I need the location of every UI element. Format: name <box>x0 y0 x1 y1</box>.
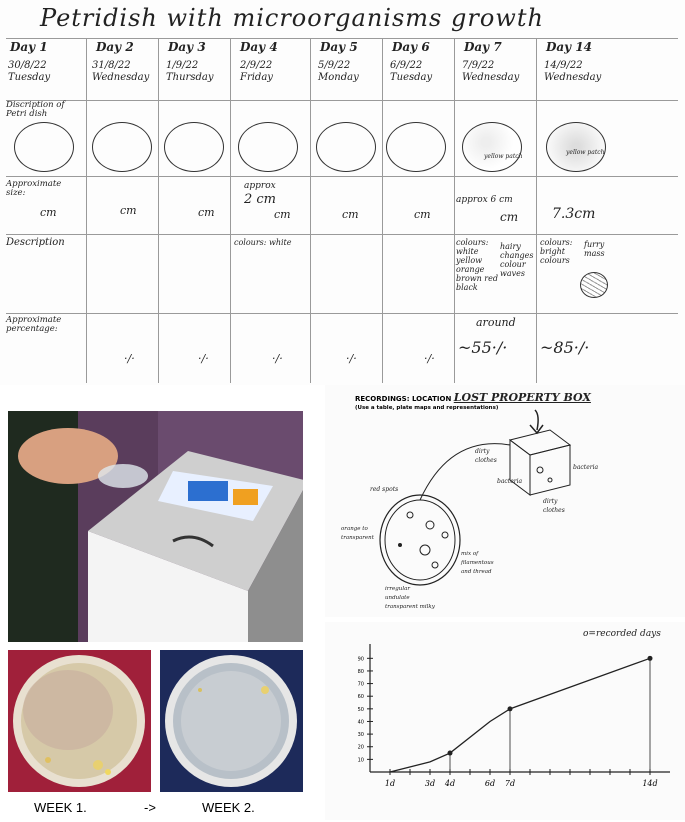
lost-property-box-photo <box>8 411 303 642</box>
size-value: cm <box>342 208 359 221</box>
day-date: 1/9/22 Thursday <box>166 60 214 83</box>
row-label-percentage: Approximate percentage: <box>6 315 62 334</box>
row-divider <box>6 234 678 235</box>
size-note: approx 6 cm <box>456 195 513 205</box>
furry-mass-drawing <box>580 272 608 298</box>
petri-dish-drawing <box>462 122 522 172</box>
percentage-value: ·/· <box>424 352 435 365</box>
size-value: cm <box>40 206 57 219</box>
row-label-dish: Discription of Petri dish <box>6 100 65 119</box>
chart-plot <box>325 622 685 820</box>
table-border <box>6 38 678 39</box>
size-note: 2 cm <box>244 192 277 207</box>
x-tick-label: 1d <box>384 779 396 788</box>
petri-dish-drawing <box>386 122 446 172</box>
y-tick-label: 30 <box>357 732 364 739</box>
page-title: Petridish with microorganisms growth <box>40 4 544 32</box>
x-tick-label: 14d <box>642 779 658 788</box>
petri-dish-drawing <box>92 122 152 172</box>
sketch-label: mix of filamentous and thread <box>461 551 494 575</box>
percentage-value: ·/· <box>272 352 283 365</box>
y-tick-label: 20 <box>357 744 364 751</box>
week1-label: WEEK 1. <box>34 800 87 815</box>
sketch-label: orange to transparent <box>341 526 374 541</box>
size-value: cm <box>274 208 291 221</box>
percentage-note: around <box>476 316 516 329</box>
y-tick-label: 40 <box>357 719 364 726</box>
day-date: 5/9/22 Monday <box>318 60 359 83</box>
day-date: 31/8/22 Wednesday <box>92 60 150 83</box>
petri-dish-drawing <box>546 122 606 172</box>
x-tick-label: 7d <box>504 779 516 788</box>
dish-annotation: yellow patch <box>484 153 523 160</box>
recorded-day-point <box>648 656 653 661</box>
recordings-sketch <box>325 385 685 617</box>
week2-label: WEEK 2. <box>202 800 255 815</box>
y-tick-label: 50 <box>357 706 364 713</box>
row-divider <box>6 100 678 101</box>
row-label-size: Approximate size: <box>6 179 62 198</box>
description-note: colours: bright colours <box>540 238 573 265</box>
day-header: Day 1 <box>10 40 48 54</box>
dish-annotation: yellow patch <box>566 149 605 156</box>
day-date: 6/9/22 Tuesday <box>390 60 433 83</box>
column-divider <box>454 38 455 383</box>
day-header: Day 4 <box>240 40 278 54</box>
percentage-value: ~85·/· <box>540 338 590 357</box>
description-note: colours: white yellow orange brown red black <box>456 238 498 292</box>
day-date: 2/9/22 Friday <box>240 60 273 83</box>
column-divider <box>230 38 231 383</box>
y-tick-label: 80 <box>357 668 364 675</box>
petri-dish-drawing <box>164 122 224 172</box>
y-tick-label: 70 <box>357 681 364 688</box>
x-tick-label: 3d <box>424 779 436 788</box>
y-tick-label: 60 <box>357 694 364 701</box>
x-tick-label: 4d <box>444 779 456 788</box>
row-label-description: Description <box>6 237 65 248</box>
column-divider <box>158 38 159 383</box>
day-header: Day 6 <box>392 40 430 54</box>
sketch-label: bacteria <box>497 478 523 485</box>
day-header: Day 7 <box>464 40 502 54</box>
row-divider <box>6 176 678 177</box>
description-note: furry mass <box>584 240 605 258</box>
day-header: Day 14 <box>546 40 593 54</box>
percentage-value: ·/· <box>198 352 209 365</box>
day-header: Day 3 <box>168 40 206 54</box>
row-divider <box>6 313 678 314</box>
percentage-value: ·/· <box>124 352 135 365</box>
size-note: approx <box>244 181 276 191</box>
percentage-value: ~55·/· <box>458 338 508 357</box>
sketch-label: dirty clothes <box>543 498 565 514</box>
description-note: hairy changes colour waves <box>500 242 534 278</box>
column-divider <box>86 38 87 383</box>
recorded-day-point <box>508 706 513 711</box>
size-value: cm <box>500 210 519 224</box>
percentage-value: ·/· <box>346 352 357 365</box>
chart-legend: o=recorded days <box>583 629 661 639</box>
recordings-subheading: (Use a table, plate maps and representations) <box>355 405 499 411</box>
sketch-label: bacteria <box>573 464 599 471</box>
day-header: Day 5 <box>320 40 358 54</box>
day-header: Day 2 <box>96 40 134 54</box>
column-divider <box>382 38 383 383</box>
sketch-drawing <box>325 385 685 617</box>
growth-line <box>390 658 650 772</box>
y-tick-label: 90 <box>357 656 364 663</box>
growth-chart <box>325 622 685 820</box>
size-value: cm <box>120 204 137 217</box>
column-divider <box>536 38 537 383</box>
sketch-label: dirty clothes <box>475 448 497 464</box>
observation-table <box>0 0 685 385</box>
petri-dish-drawing <box>238 122 298 172</box>
petri-dish-drawing <box>14 122 74 172</box>
size-value: 7.3cm <box>552 206 596 222</box>
arrow-label: -> <box>144 800 156 815</box>
size-value: cm <box>198 206 215 219</box>
week1-plate-photo <box>8 650 151 792</box>
y-tick-label: 10 <box>357 757 364 764</box>
column-divider <box>310 38 311 383</box>
day-date: 30/8/22 Tuesday <box>8 60 51 83</box>
recorded-day-point <box>448 751 453 756</box>
x-tick-label: 6d <box>484 779 496 788</box>
sketch-label: red spots <box>370 486 399 493</box>
sketch-label: irregular undulate transparent milky <box>385 586 435 610</box>
week2-plate-photo <box>160 650 303 792</box>
day-date: 14/9/22 Wednesday <box>544 60 602 83</box>
petri-dish-photos <box>8 650 303 792</box>
petri-dish-drawing <box>316 122 376 172</box>
description-note: colours: white <box>234 238 292 247</box>
day-date: 7/9/22 Wednesday <box>462 60 520 83</box>
recordings-heading: RECORDINGS: LOCATION LOST PROPERTY BOX <box>355 391 591 404</box>
size-value: cm <box>414 208 431 221</box>
